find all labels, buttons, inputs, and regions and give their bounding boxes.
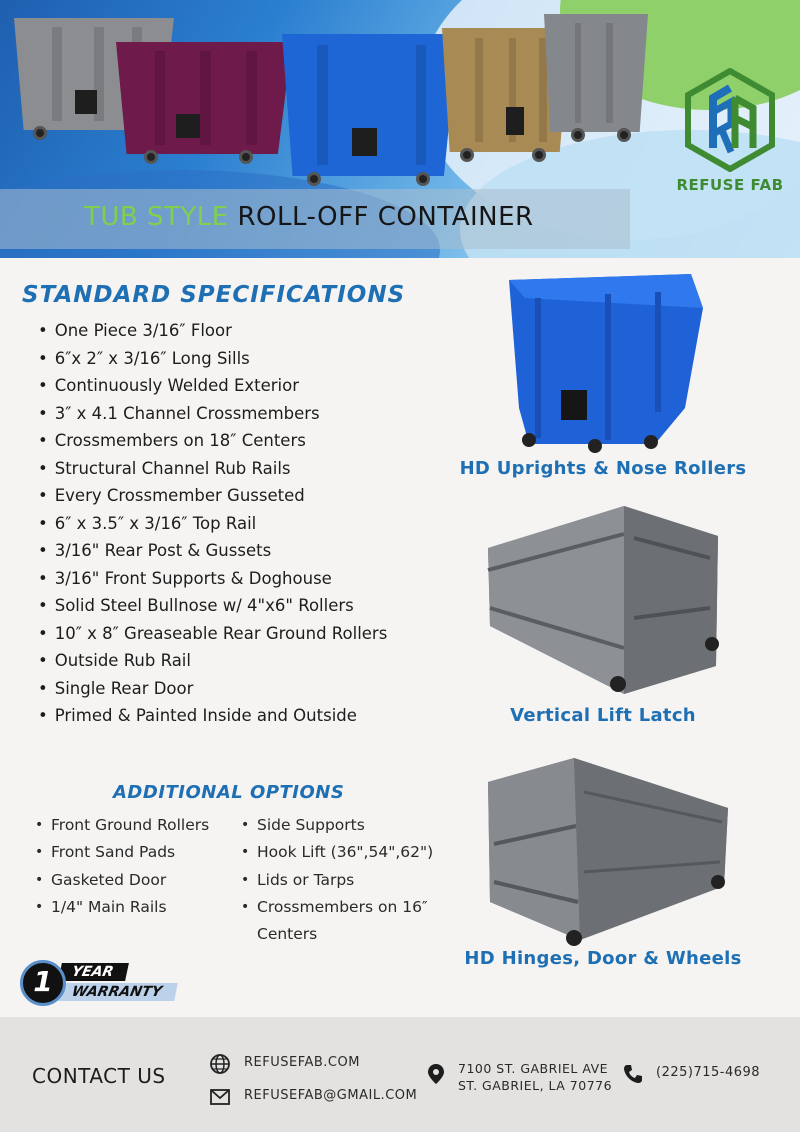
globe-icon xyxy=(209,1053,231,1075)
phone-icon xyxy=(622,1063,644,1085)
refuse-fab-logo-icon xyxy=(683,68,777,172)
option-item: • Lids or Tarps xyxy=(241,867,471,894)
option-item: • 1/4" Main Rails xyxy=(35,894,209,921)
container-image-purple xyxy=(116,42,292,154)
spec-item: • 6″ x 3.5″ x 3/16″ Top Rail xyxy=(38,510,387,538)
title-part-1: TUB STYLE xyxy=(84,202,229,232)
gray-container-hinges-photo xyxy=(484,752,730,946)
phone-link[interactable]: (225)715-4698 xyxy=(656,1065,761,1080)
option-item: • Gasketed Door xyxy=(35,867,209,894)
gray-container-latch-photo xyxy=(484,498,722,694)
options-list-right xyxy=(241,812,471,948)
warranty-label: WARRANTY xyxy=(58,983,177,1001)
option-item: • Crossmembers on 16″ Centers xyxy=(241,894,471,949)
specifications-list xyxy=(38,317,387,730)
spec-item: • Structural Channel Rub Rails xyxy=(38,455,387,483)
warranty-year-label: YEAR xyxy=(58,963,129,981)
photo-caption-latch: Vertical Lift Latch xyxy=(510,705,696,726)
address-line-1: 7100 ST. GABRIEL AVE xyxy=(458,1061,609,1076)
address-line-2: ST. GABRIEL, LA 70776 xyxy=(458,1078,613,1093)
spec-item: • Outside Rub Rail xyxy=(38,647,387,675)
photo-caption-uprights: HD Uprights & Nose Rollers xyxy=(459,458,747,479)
photo-caption-hinges: HD Hinges, Door & Wheels xyxy=(464,948,742,969)
spec-item: • One Piece 3/16″ Floor xyxy=(38,317,387,345)
spec-item: • 10″ x 8″ Greaseable Rear Ground Rollers xyxy=(38,620,387,648)
warranty-badge xyxy=(20,958,180,1008)
blue-container-photo xyxy=(505,268,705,454)
container-image-gray-2 xyxy=(544,14,648,132)
spec-item: • 6″x 2″ x 3/16″ Long Sills xyxy=(38,345,387,373)
spec-item: • Primed & Painted Inside and Outside xyxy=(38,702,387,730)
spec-item: • Single Rear Door xyxy=(38,675,387,703)
title-part-2: ROLL-OFF CONTAINER xyxy=(237,202,534,232)
spec-item: • Continuously Welded Exterior xyxy=(38,372,387,400)
website-link[interactable]: REFUSEFAB.COM xyxy=(244,1055,360,1070)
specifications-heading: STANDARD SPECIFICATIONS xyxy=(22,282,406,308)
logo-text: REFUSE FAB xyxy=(676,176,784,194)
spec-item: • 3/16" Front Supports & Doghouse xyxy=(38,565,387,593)
option-item: • Front Ground Rollers xyxy=(35,812,209,839)
spec-item: • 3/16" Rear Post & Gussets xyxy=(38,537,387,565)
additional-options-heading: ADDITIONAL OPTIONS xyxy=(113,782,345,803)
contact-title: CONTACT US xyxy=(32,1064,166,1088)
spec-item: • Every Crossmember Gusseted xyxy=(38,482,387,510)
warranty-number: 1 xyxy=(20,960,66,1006)
options-list-left xyxy=(35,812,209,921)
spec-item: • 3″ x 4.1 Channel Crossmembers xyxy=(38,400,387,428)
page-title xyxy=(84,202,534,232)
spec-item: • Solid Steel Bullnose w/ 4"x6" Rollers xyxy=(38,592,387,620)
location-pin-icon xyxy=(425,1063,447,1085)
option-item: • Hook Lift (36",54",62") xyxy=(241,839,471,866)
spec-item: • Crossmembers on 18″ Centers xyxy=(38,427,387,455)
container-image-blue xyxy=(282,34,458,176)
mail-icon xyxy=(209,1086,231,1108)
email-link[interactable]: REFUSEFAB@GMAIL.COM xyxy=(244,1088,418,1103)
option-item: • Side Supports xyxy=(241,812,471,839)
option-item: • Front Sand Pads xyxy=(35,839,209,866)
